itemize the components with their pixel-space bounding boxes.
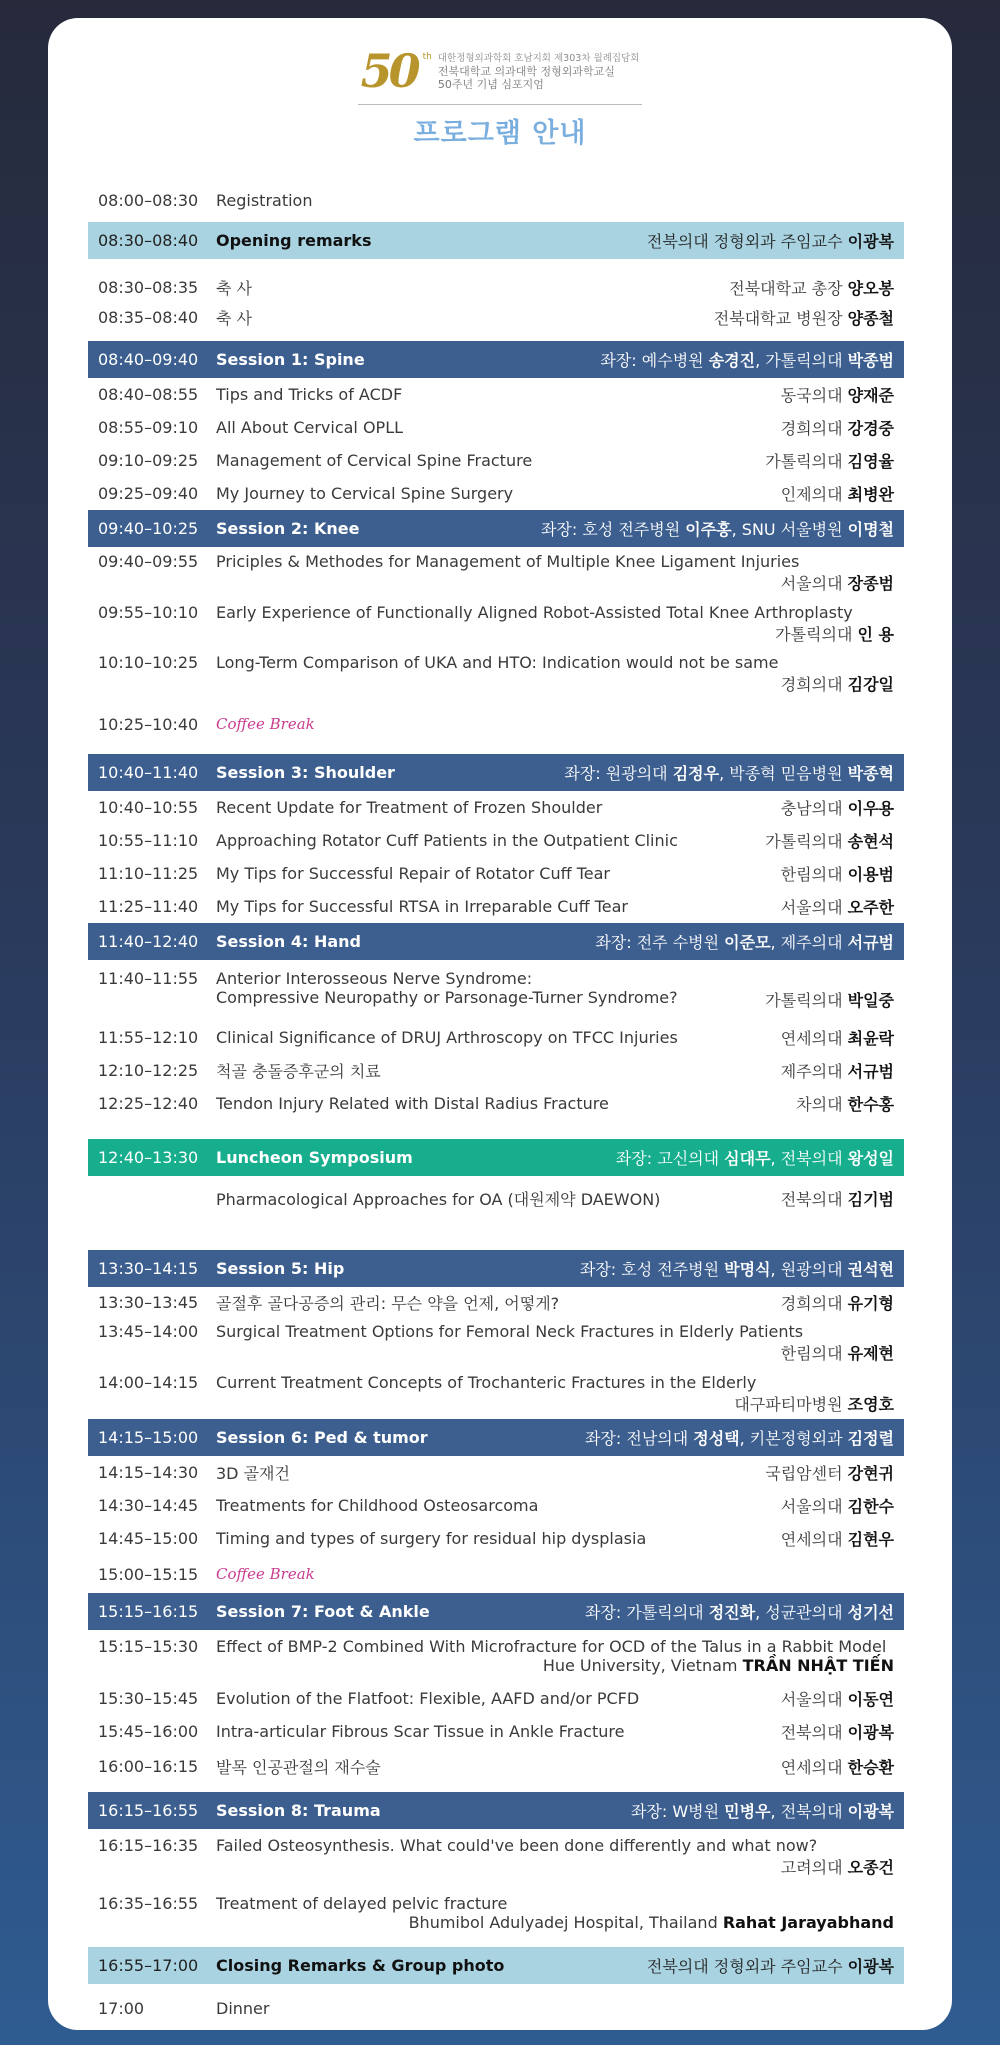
row-time: 17:00 (98, 1998, 145, 2018)
row-title: Luncheon Symposium (216, 1148, 413, 1167)
row-speaker: 고려의대 오종건 (780, 1858, 894, 1877)
row-title: Session 1: Spine (216, 350, 365, 369)
row-speaker: 연세의대 한승환 (780, 1757, 894, 1777)
row-time: 12:10–12:25 (98, 1061, 199, 1080)
row-title: Anterior Interosseous Nerve Syndrome: (216, 969, 533, 988)
schedule-row (88, 1885, 904, 1941)
row-time: 14:15–15:00 (98, 1428, 199, 1447)
row-title: Session 7: Foot & Ankle (216, 1602, 430, 1621)
row-title: Clinical Significance of DRUJ Arthroscopy on TFCC Injuries (216, 1027, 678, 1047)
logo-suffix: th (422, 52, 432, 62)
schedule-row (88, 824, 904, 857)
session-chairs: 좌장: 가톨릭의대 정진화, 성균관의대 성기선 (584, 1603, 894, 1622)
row-time: 12:40–13:30 (98, 1148, 199, 1167)
session-chairs: 좌장: 전남의대 정성택, 키본정형외과 김정렬 (584, 1429, 894, 1448)
session-chairs: 좌장: 호성 전주병원 박명식, 원광의대 권석현 (579, 1260, 894, 1279)
row-title: Failed Osteosynthesis. What could've been done differently and what now? (216, 1836, 818, 1855)
row-speaker: 경희의대 강경중 (780, 419, 894, 438)
schedule-row (88, 1715, 904, 1748)
session-header (88, 754, 904, 791)
row-time: 14:45–15:00 (98, 1529, 199, 1548)
schedule-row (88, 1054, 904, 1087)
row-time: 12:25–12:40 (98, 1094, 199, 1113)
schedule-row (88, 411, 904, 444)
row-time: 16:00–16:15 (98, 1756, 199, 1776)
row-speaker: 전북대학교 총장 양오봉 (729, 278, 894, 298)
row-speaker: 한림의대 이용범 (780, 865, 894, 884)
row-time: 15:45–16:00 (98, 1722, 199, 1741)
schedule-row (88, 477, 904, 510)
schedule-row (88, 444, 904, 477)
session-chairs: 좌장: 전주 수병원 이준모, 제주의대 서규범 (595, 933, 894, 952)
row-time: 10:25–10:40 (98, 714, 199, 734)
row-speaker: 제주의대 서규범 (780, 1062, 894, 1081)
header (48, 44, 952, 150)
opening-remarks-bar (88, 222, 904, 259)
row-time: 09:55–10:10 (98, 603, 199, 622)
row-title: Recent Update for Treatment of Frozen Shoulder (216, 798, 603, 817)
anniversary-logo (48, 44, 952, 98)
schedule-row (88, 1984, 904, 2032)
row-title: Session 3: Shoulder (216, 763, 395, 782)
row-time: 10:55–11:10 (98, 831, 199, 850)
row-speaker: 전북의대 김기범 (780, 1189, 894, 1209)
row-time: 10:40–10:55 (98, 798, 199, 817)
coffee-break-label: Coffee Break (216, 715, 315, 733)
session-chairs: 좌장: 호성 전주병원 이주홍, SNU 서울병원 이명철 (540, 520, 894, 539)
schedule-row (88, 649, 904, 699)
row-speaker: 전북의대 이광복 (780, 1723, 894, 1742)
row-title: My Journey to Cervical Spine Surgery (216, 484, 514, 503)
row-time: 14:15–14:30 (98, 1463, 199, 1482)
row-title: Long-Term Comparison of UKA and HTO: Indication would not be same (216, 653, 779, 672)
row-time: 10:10–10:25 (98, 653, 199, 672)
row-speaker: 가톨릭의대 김영율 (765, 452, 894, 471)
row-title: Session 2: Knee (216, 519, 360, 538)
row-speaker: Hue University, Vietnam TRẦN NHẬT TIẾN (542, 1656, 894, 1675)
row-time: 14:30–14:45 (98, 1496, 199, 1515)
schedule-row (88, 1522, 904, 1555)
row-speaker: 한림의대 유제현 (780, 1344, 894, 1363)
row-speaker: 서울의대 장종범 (780, 574, 894, 593)
row-time: 13:30–13:45 (98, 1292, 199, 1312)
row-title: Tips and Tricks of ACDF (216, 385, 403, 404)
row-speaker: Bhumibol Adulyadej Hospital, Thailand Rahat Jarayabhand (408, 1913, 894, 1932)
row-time: 13:30–14:15 (98, 1259, 199, 1278)
schedule-row (88, 1630, 904, 1682)
schedule-row (88, 1369, 904, 1419)
row-title: 척골 충돌증후군의 치료 (216, 1062, 381, 1081)
logo-number: 50 (360, 44, 417, 98)
session-header (88, 510, 904, 547)
row-speaker: 인제의대 최병완 (780, 485, 894, 504)
row-title: Early Experience of Functionally Aligned Robot-Assisted Total Knee Arthroplasty (216, 603, 853, 622)
row-title: Timing and types of surgery for residual hip dysplasia (216, 1529, 647, 1548)
schedule-row (88, 1287, 904, 1317)
session-chairs: 좌장: 고신의대 심대무, 전북의대 왕성일 (615, 1149, 894, 1168)
session-header (88, 1250, 904, 1287)
row-speaker: 연세의대 최윤락 (780, 1028, 894, 1048)
logo-line-1: 대한정형외과학회 호남지회 제303차 월례집담회 (437, 52, 640, 64)
schedule-row (88, 1020, 904, 1054)
schedule-row (88, 1748, 904, 1784)
schedule-row (88, 960, 904, 1020)
row-time: 14:00–14:15 (98, 1373, 199, 1392)
row-time: 08:40–09:40 (98, 350, 199, 369)
row-time: 08:30–08:35 (98, 277, 199, 297)
row-time: 08:35–08:40 (98, 307, 199, 327)
schedule-row (88, 1682, 904, 1715)
header-divider (358, 104, 642, 105)
row-title: Current Treatment Concepts of Trochanteric Fractures in the Elderly (216, 1373, 757, 1392)
row-title: Treatment of delayed pelvic fracture (216, 1894, 508, 1913)
schedule-row (88, 272, 904, 302)
schedule-row (88, 1489, 904, 1522)
row-time: 11:10–11:25 (98, 864, 199, 883)
row-speaker: 대구파티마병원 조영호 (734, 1395, 894, 1414)
row-speaker: 전북의대 정형외과 주임교수 이광복 (646, 1957, 894, 1976)
row-time: 08:55–09:10 (98, 418, 199, 437)
row-speaker: 전북의대 정형외과 주임교수 이광복 (646, 232, 894, 251)
row-time: 08:30–08:40 (98, 231, 199, 250)
row-time: 15:15–16:15 (98, 1602, 199, 1621)
session-chairs: 좌장: 원광의대 김정우, 박종혁 믿음병원 박종혁 (564, 764, 894, 783)
row-title: Effect of BMP-2 Combined With Microfracture for OCD of the Talus in a Rabbit Model (216, 1637, 887, 1656)
row-title: 골절후 골다공증의 관리: 무슨 약을 언제, 어떻게? (216, 1293, 560, 1313)
coffee-break-row (88, 699, 904, 749)
row-time: 09:10–09:25 (98, 451, 199, 470)
row-time: 15:30–15:45 (98, 1689, 199, 1708)
row-title: Dinner (216, 1998, 270, 2018)
row-title: My Tips for Successful Repair of Rotator Cuff Tear (216, 864, 610, 883)
row-speaker: 충남의대 이우용 (780, 799, 894, 818)
row-speaker: 가톨릭의대 박일중 (765, 991, 894, 1010)
row-time: 16:15–16:35 (98, 1836, 199, 1855)
row-speaker: 동국의대 양재준 (780, 386, 894, 405)
program-card (48, 18, 952, 2030)
row-speaker: 전북대학교 병원장 양종철 (713, 308, 894, 328)
row-title: Session 4: Hand (216, 932, 361, 951)
row-title: 3D 골재건 (216, 1464, 290, 1483)
row-speaker: 가톨릭의대 송현석 (765, 832, 894, 851)
row-title: All About Cervical OPLL (216, 418, 404, 437)
row-title: Session 6: Ped & tumor (216, 1428, 428, 1447)
row-speaker: 경희의대 김강일 (780, 675, 894, 694)
session-header (88, 1792, 904, 1829)
row-title: 축 사 (216, 308, 252, 328)
row-time: 16:55–17:00 (98, 1956, 199, 1975)
row-title: Session 5: Hip (216, 1259, 345, 1278)
row-time: 13:45–14:00 (98, 1322, 199, 1341)
row-speaker: 서울의대 이동연 (780, 1690, 894, 1709)
coffee-break-row (88, 1555, 904, 1593)
coffee-break-label: Coffee Break (216, 1565, 315, 1583)
schedule-row (88, 547, 904, 599)
row-title: Registration (216, 190, 313, 210)
logo-line-3: 50주년 기념 심포지엄 (437, 77, 544, 91)
schedule-row (88, 791, 904, 824)
schedule-row (88, 1317, 904, 1369)
row-speaker: 서울의대 김한수 (780, 1497, 894, 1516)
row-time: 16:15–16:55 (98, 1801, 199, 1820)
closing-remarks-bar (88, 1947, 904, 1984)
row-title: Closing Remarks & Group photo (216, 1956, 505, 1975)
session-header (88, 1419, 904, 1456)
logo-line-2: 전북대학교 의과대학 정형외과학교실 (437, 64, 615, 78)
logo-text (438, 52, 640, 91)
row-title: 발목 인공관절의 재수술 (216, 1757, 381, 1777)
row-title: Opening remarks (216, 231, 372, 250)
row-time: 11:40–11:55 (98, 969, 199, 988)
row-title: Surgical Treatment Options for Femoral Neck Fractures in Elderly Patients (216, 1322, 804, 1341)
row-speaker: 경희의대 유기형 (780, 1293, 894, 1313)
schedule-row (88, 178, 904, 222)
row-speaker: 가톨릭의대 인 용 (775, 625, 894, 644)
row-speaker: 국립암센터 강현귀 (765, 1464, 894, 1483)
schedule-row (88, 1176, 904, 1220)
session-chairs: 좌장: W병원 민병우, 전북의대 이광복 (630, 1802, 894, 1821)
row-time: 09:40–09:55 (98, 552, 199, 571)
session-header (88, 1593, 904, 1630)
row-time: 15:00–15:15 (98, 1564, 199, 1584)
schedule-row (88, 302, 904, 332)
row-time: 09:25–09:40 (98, 484, 199, 503)
row-time: 16:35–16:55 (98, 1894, 199, 1913)
row-time: 11:25–11:40 (98, 897, 199, 916)
row-time: 08:00–08:30 (98, 190, 199, 210)
row-title: Management of Cervical Spine Fracture (216, 451, 533, 470)
page-title: 프로그램 안내 (413, 118, 587, 149)
row-time: 10:40–11:40 (98, 763, 199, 782)
row-title: Intra-articular Fibrous Scar Tissue in Ankle Fracture (216, 1722, 625, 1741)
schedule-row (88, 890, 904, 923)
session-header (88, 923, 904, 960)
row-time: 08:40–08:55 (98, 385, 199, 404)
row-title-line2: Compressive Neuropathy or Parsonage-Turner Syndrome? (216, 988, 678, 1007)
row-speaker: 연세의대 김현우 (780, 1530, 894, 1549)
row-time: 11:55–12:10 (98, 1027, 199, 1047)
schedule-row (88, 857, 904, 890)
row-title: Session 8: Trauma (216, 1801, 381, 1820)
row-title: Tendon Injury Related with Distal Radius Fracture (216, 1094, 609, 1113)
schedule-row (88, 1456, 904, 1489)
row-title: Treatments for Childhood Osteosarcoma (216, 1496, 539, 1515)
row-title: Approaching Rotator Cuff Patients in the Outpatient Clinic (216, 831, 678, 850)
schedule-row (88, 1087, 904, 1120)
row-title: Pharmacological Approaches for OA (대원제약 DAEWON) (216, 1189, 661, 1209)
program-schedule (88, 178, 904, 2032)
session-header (88, 341, 904, 378)
row-time: 15:15–15:30 (98, 1637, 199, 1656)
row-speaker: 서울의대 오주한 (780, 898, 894, 917)
schedule-row (88, 599, 904, 649)
row-speaker: 차의대 한수홍 (796, 1095, 894, 1114)
row-title: Priciples & Methodes for Management of Multiple Knee Ligament Injuries (216, 552, 800, 571)
row-time: 11:40–12:40 (98, 932, 199, 951)
row-title: Evolution of the Flatfoot: Flexible, AAFD and/or PCFD (216, 1689, 640, 1708)
row-title: 축 사 (216, 278, 252, 298)
row-title: My Tips for Successful RTSA in Irreparable Cuff Tear (216, 897, 629, 916)
row-time: 09:40–10:25 (98, 519, 199, 538)
session-chairs: 좌장: 예수병원 송경진, 가톨릭의대 박종범 (600, 351, 894, 370)
schedule-row (88, 1829, 904, 1885)
luncheon-header (88, 1139, 904, 1176)
schedule-row (88, 378, 904, 411)
